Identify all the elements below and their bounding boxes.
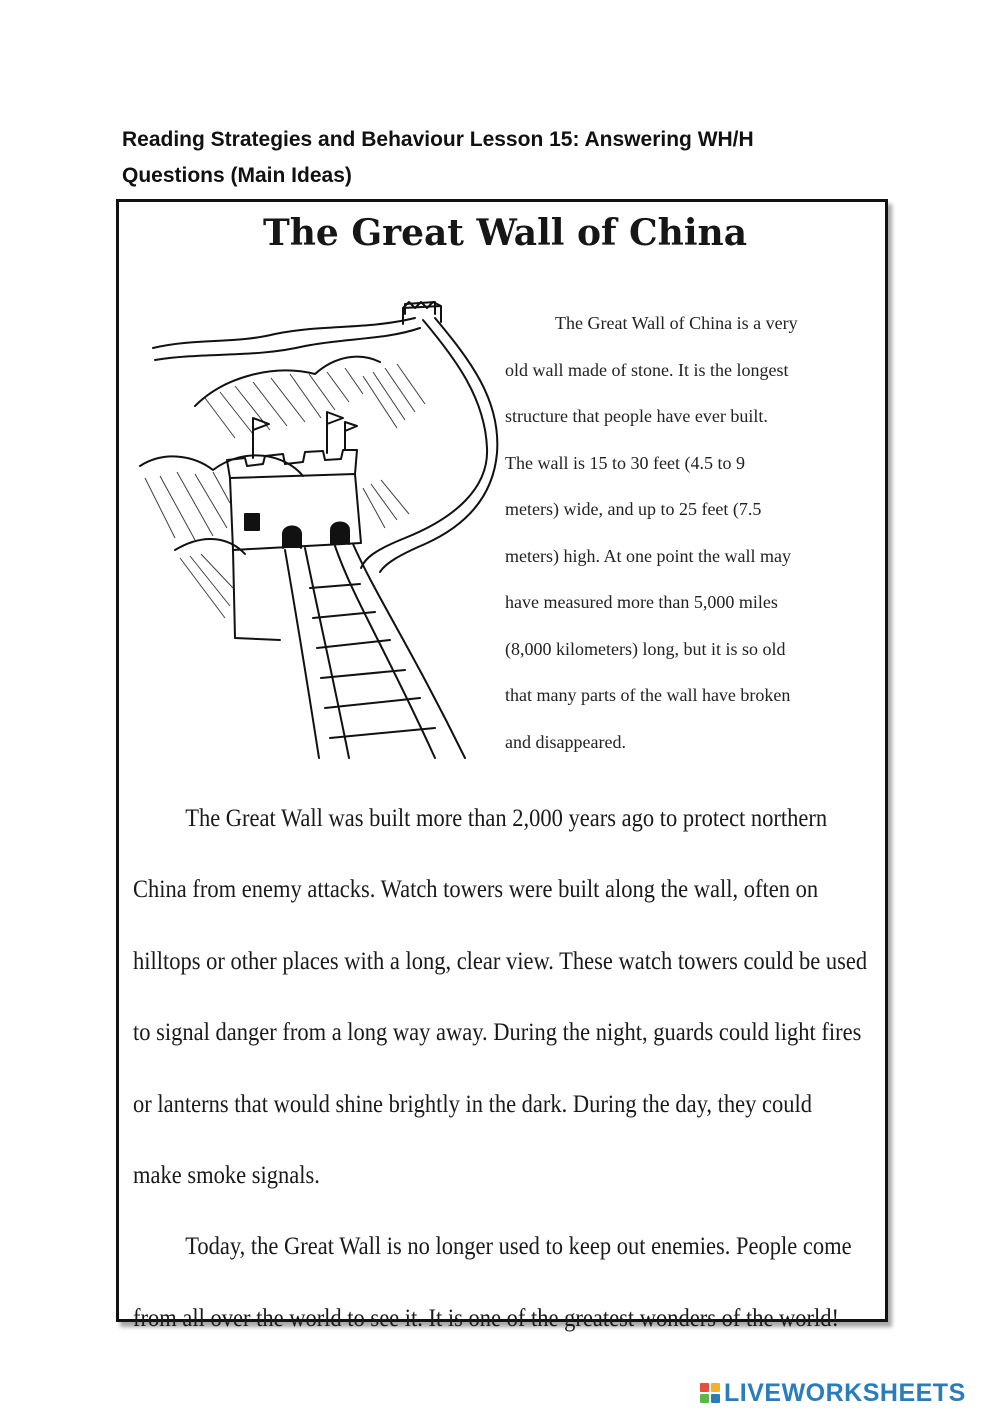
logo-square: [700, 1383, 709, 1392]
intro-line: structure that people have ever built.: [505, 406, 768, 426]
body-line: from all over the world to see it. It is one of the greatest wonders of the world!: [133, 1304, 840, 1332]
liveworksheets-logo: [700, 1378, 966, 1408]
body-line: The Great Wall was built more than 2,000 years ago to protect northern: [185, 805, 828, 832]
intro-paragraph: [505, 300, 885, 765]
logo-square: [711, 1394, 720, 1403]
body-line: Today, the Great Wall is no longer used to keep out enemies. People come: [185, 1233, 852, 1261]
lesson-header-line-2: Questions (Main Ideas): [122, 164, 352, 187]
intro-line: old wall made of stone. It is the longest: [505, 359, 789, 380]
logo-square: [700, 1394, 709, 1403]
intro-line: The wall is 15 to 30 feet (4.5 to 9: [505, 452, 745, 473]
intro-line: meters) wide, and up to 25 feet (7.5: [505, 499, 762, 519]
logo-text: LIVEWORKSHEETS: [724, 1378, 966, 1407]
body-line: or lanterns that would shine brightly in the dark. During the day, they could: [133, 1090, 813, 1118]
intro-line: have measured more than 5,000 miles: [505, 592, 778, 612]
worksheet-title: The Great Wall of China: [262, 212, 748, 254]
lesson-header-line-1: Reading Strategies and Behaviour Lesson 15: Answering WH/H: [122, 128, 754, 151]
logo-square: [711, 1383, 720, 1392]
intro-line: and disappeared.: [505, 731, 626, 752]
body-line: China from enemy attacks. Watch towers were built along the wall, often on: [133, 876, 819, 904]
body-line: to signal danger from a long way away. During the night, guards could light fires: [133, 1019, 862, 1047]
intro-line: that many parts of the wall have broken: [505, 685, 791, 705]
body-line: hilltops or other places with a long, clear view. These watch towers could be used: [133, 947, 868, 975]
great-wall-illustration: [135, 288, 505, 768]
body-line: make smoke signals.: [133, 1162, 320, 1190]
logo-grid-icon: [700, 1383, 720, 1403]
intro-line: meters) high. At one point the wall may: [505, 545, 791, 566]
intro-line: (8,000 kilometers) long, but it is so old: [505, 638, 786, 659]
intro-line: The Great Wall of China is a very: [555, 313, 798, 333]
body-paragraphs: [133, 783, 868, 1354]
lesson-header: [122, 122, 882, 194]
